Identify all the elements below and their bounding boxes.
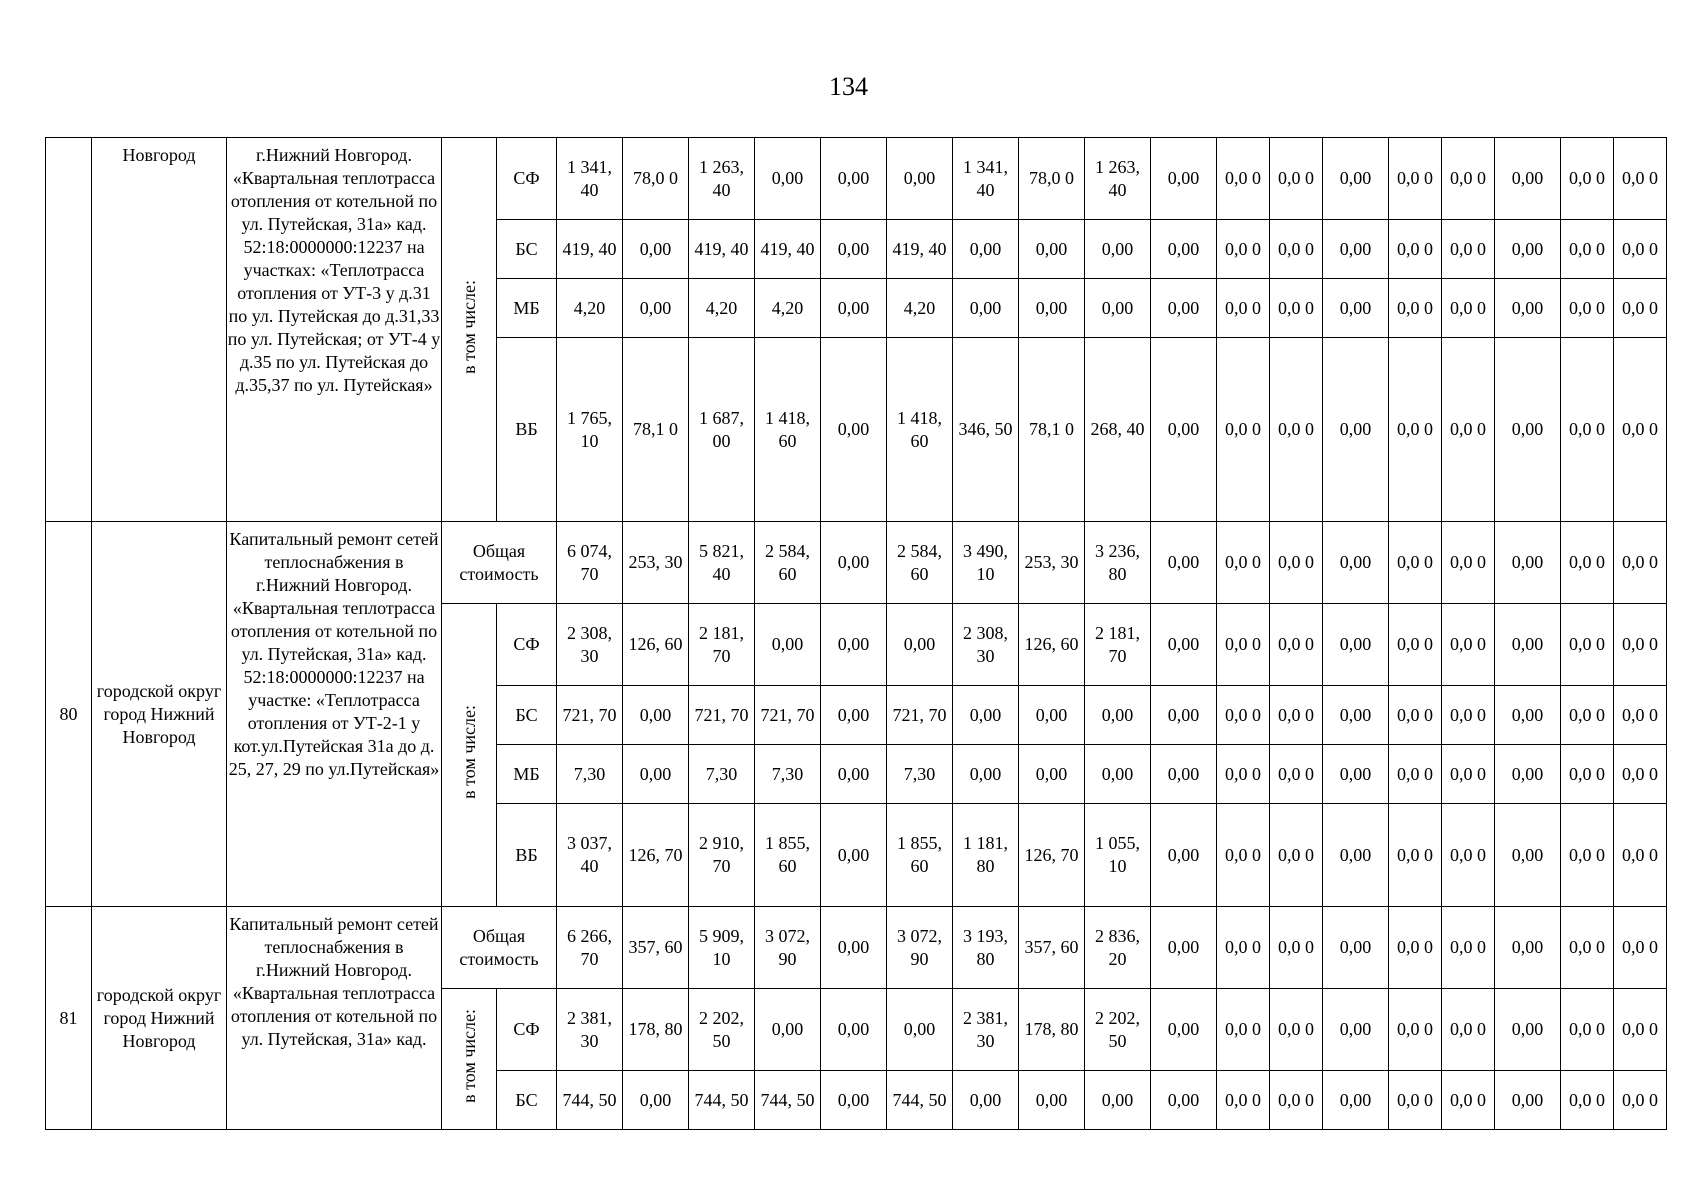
value-cell: 721, 70 bbox=[887, 686, 953, 745]
value-cell: 0,00 bbox=[623, 745, 689, 804]
value-cell: 5 821, 40 bbox=[689, 522, 755, 604]
value-cell: 1 341, 40 bbox=[953, 138, 1019, 220]
value-cell: 0,0 0 bbox=[1442, 138, 1495, 220]
value-cell: 7,30 bbox=[755, 745, 821, 804]
funding-source-label: БС bbox=[497, 220, 557, 279]
value-cell: 0,0 0 bbox=[1442, 220, 1495, 279]
value-cell: 0,00 bbox=[1495, 907, 1561, 989]
value-cell: 78,0 0 bbox=[623, 138, 689, 220]
value-cell: 0,0 0 bbox=[1389, 604, 1442, 686]
value-cell: 2 584, 60 bbox=[887, 522, 953, 604]
value-cell: 2 381, 30 bbox=[557, 989, 623, 1071]
value-cell: 0,0 0 bbox=[1270, 604, 1323, 686]
value-cell: 2 381, 30 bbox=[953, 989, 1019, 1071]
value-cell: 7,30 bbox=[887, 745, 953, 804]
value-cell: 0,00 bbox=[821, 338, 887, 522]
value-cell: 178, 80 bbox=[623, 989, 689, 1071]
value-cell: 178, 80 bbox=[1019, 989, 1085, 1071]
value-cell: 0,0 0 bbox=[1442, 1071, 1495, 1130]
value-cell: 0,0 0 bbox=[1442, 522, 1495, 604]
value-cell: 0,0 0 bbox=[1389, 138, 1442, 220]
value-cell: 126, 60 bbox=[623, 604, 689, 686]
value-cell: 0,0 0 bbox=[1270, 279, 1323, 338]
value-cell: 0,00 bbox=[1323, 604, 1389, 686]
budget-table bbox=[45, 137, 1667, 1130]
value-cell: 0,00 bbox=[623, 686, 689, 745]
value-cell: 0,0 0 bbox=[1614, 138, 1667, 220]
value-cell: 2 836, 20 bbox=[1085, 907, 1151, 989]
municipality-cell: городской округ город Нижний Новгород bbox=[92, 907, 227, 1130]
value-cell: 0,0 0 bbox=[1442, 745, 1495, 804]
value-cell: 0,0 0 bbox=[1442, 686, 1495, 745]
object-description: Капитальный ремонт сетей теплоснабжения в г.Нижний Новгород. «Квартальная теплотрасса отопления от котельной по ул. Путейская, 31а» кад. 52:18:0000000:12237 на участке: «Теплотрасса отопления от УТ-2-1 у кот.ул.Путейская 31а до д. 25, 27, 29 по ул.Путейская» bbox=[227, 522, 442, 907]
value-cell: 2 181, 70 bbox=[1085, 604, 1151, 686]
value-cell: 0,0 0 bbox=[1442, 604, 1495, 686]
value-cell: 2 308, 30 bbox=[953, 604, 1019, 686]
in-total-label: в том числе: bbox=[458, 705, 479, 799]
value-cell: 0,00 bbox=[1495, 804, 1561, 907]
value-cell: 0,0 0 bbox=[1561, 745, 1614, 804]
value-cell: 0,00 bbox=[953, 745, 1019, 804]
value-cell: 0,00 bbox=[1019, 1071, 1085, 1130]
value-cell: 1 055, 10 bbox=[1085, 804, 1151, 907]
funding-source-label: БС bbox=[497, 686, 557, 745]
value-cell: 7,30 bbox=[689, 745, 755, 804]
value-cell: 0,0 0 bbox=[1270, 220, 1323, 279]
value-cell: 0,00 bbox=[821, 220, 887, 279]
value-cell: 0,00 bbox=[1085, 220, 1151, 279]
subrow bbox=[46, 138, 1667, 220]
value-cell: 0,0 0 bbox=[1389, 804, 1442, 907]
value-cell: 4,20 bbox=[689, 279, 755, 338]
value-cell: 0,0 0 bbox=[1389, 686, 1442, 745]
value-cell: 0,00 bbox=[1151, 1071, 1217, 1130]
value-cell: 0,00 bbox=[1151, 804, 1217, 907]
value-cell: 0,0 0 bbox=[1389, 907, 1442, 989]
value-cell: 0,00 bbox=[1151, 220, 1217, 279]
value-cell: 0,0 0 bbox=[1217, 745, 1270, 804]
value-cell: 2 308, 30 bbox=[557, 604, 623, 686]
value-cell: 0,0 0 bbox=[1270, 338, 1323, 522]
funding-source-label: БС bbox=[497, 1071, 557, 1130]
value-cell: 0,0 0 bbox=[1614, 220, 1667, 279]
value-cell: 3 072, 90 bbox=[887, 907, 953, 989]
total-cost-label: Общая стоимость bbox=[442, 522, 557, 604]
value-cell: 0,00 bbox=[1495, 989, 1561, 1071]
value-cell: 78,0 0 bbox=[1019, 138, 1085, 220]
value-cell: 0,00 bbox=[1323, 220, 1389, 279]
value-cell: 3 490, 10 bbox=[953, 522, 1019, 604]
value-cell: 0,00 bbox=[1323, 338, 1389, 522]
value-cell: 0,0 0 bbox=[1270, 804, 1323, 907]
value-cell: 0,0 0 bbox=[1217, 604, 1270, 686]
value-cell: 0,00 bbox=[1151, 745, 1217, 804]
object-description: г.Нижний Новгород. «Квартальная теплотрасса отопления от котельной по ул. Путейская, 31а» кад. 52:18:0000000:12237 на участках: «Теплотрасса отопления от УТ-3 у д.31 по ул. Путейская до д.31,33 по ул. Путейская; от УТ-4 у д.35 по ул. Путейская до д.35,37 по ул. Путейская» bbox=[227, 138, 442, 522]
value-cell: 0,00 bbox=[1323, 686, 1389, 745]
value-cell: 0,0 0 bbox=[1561, 907, 1614, 989]
value-cell: 0,00 bbox=[1323, 804, 1389, 907]
value-cell: 0,00 bbox=[1323, 745, 1389, 804]
value-cell: 0,0 0 bbox=[1442, 989, 1495, 1071]
value-cell: 0,00 bbox=[1495, 1071, 1561, 1130]
value-cell: 744, 50 bbox=[689, 1071, 755, 1130]
value-cell: 126, 60 bbox=[1019, 604, 1085, 686]
value-cell: 0,0 0 bbox=[1561, 338, 1614, 522]
value-cell: 0,00 bbox=[1085, 745, 1151, 804]
value-cell: 0,0 0 bbox=[1614, 745, 1667, 804]
value-cell: 3 072, 90 bbox=[755, 907, 821, 989]
value-cell: 268, 40 bbox=[1085, 338, 1151, 522]
value-cell: 0,00 bbox=[821, 989, 887, 1071]
value-cell: 721, 70 bbox=[557, 686, 623, 745]
value-cell: 4,20 bbox=[755, 279, 821, 338]
value-cell: 0,0 0 bbox=[1614, 522, 1667, 604]
funding-source-label: СФ bbox=[497, 138, 557, 220]
value-cell: 0,00 bbox=[1151, 907, 1217, 989]
value-cell: 0,00 bbox=[1019, 745, 1085, 804]
value-cell: 0,00 bbox=[1085, 1071, 1151, 1130]
value-cell: 0,00 bbox=[821, 686, 887, 745]
value-cell: 4,20 bbox=[557, 279, 623, 338]
value-cell: 0,0 0 bbox=[1561, 138, 1614, 220]
value-cell: 0,00 bbox=[1323, 279, 1389, 338]
value-cell: 0,0 0 bbox=[1561, 1071, 1614, 1130]
value-cell: 0,00 bbox=[1495, 220, 1561, 279]
value-cell: 78,1 0 bbox=[1019, 338, 1085, 522]
total-cost-label: Общая стоимость bbox=[442, 907, 557, 989]
in-total-label-cell bbox=[442, 604, 497, 907]
row-number: 80 bbox=[46, 522, 92, 907]
value-cell: 0,0 0 bbox=[1561, 522, 1614, 604]
value-cell: 0,00 bbox=[1495, 745, 1561, 804]
value-cell: 0,0 0 bbox=[1217, 338, 1270, 522]
value-cell: 0,0 0 bbox=[1614, 279, 1667, 338]
funding-source-label: ВБ bbox=[497, 338, 557, 522]
value-cell: 2 910, 70 bbox=[689, 804, 755, 907]
value-cell: 3 236, 80 bbox=[1085, 522, 1151, 604]
value-cell: 0,00 bbox=[821, 604, 887, 686]
in-total-label-cell bbox=[442, 138, 497, 522]
total-row bbox=[46, 907, 1667, 989]
funding-source-label: ВБ bbox=[497, 804, 557, 907]
value-cell: 0,0 0 bbox=[1270, 989, 1323, 1071]
object-description: Капитальный ремонт сетей теплоснабжения в г.Нижний Новгород. «Квартальная теплотрасса отопления от котельной по ул. Путейская, 31а» кад. bbox=[227, 907, 442, 1130]
value-cell: 1 418, 60 bbox=[755, 338, 821, 522]
total-row bbox=[46, 522, 1667, 604]
value-cell: 3 193, 80 bbox=[953, 907, 1019, 989]
value-cell: 0,0 0 bbox=[1614, 338, 1667, 522]
value-cell: 0,0 0 bbox=[1270, 1071, 1323, 1130]
value-cell: 0,0 0 bbox=[1389, 220, 1442, 279]
value-cell: 0,00 bbox=[1151, 604, 1217, 686]
value-cell: 0,0 0 bbox=[1270, 522, 1323, 604]
value-cell: 1 765, 10 bbox=[557, 338, 623, 522]
value-cell: 0,0 0 bbox=[1614, 1071, 1667, 1130]
value-cell: 0,00 bbox=[1495, 604, 1561, 686]
municipality-cell: Новгород bbox=[92, 138, 227, 522]
value-cell: 1 181, 80 bbox=[953, 804, 1019, 907]
value-cell: 0,0 0 bbox=[1217, 279, 1270, 338]
value-cell: 0,0 0 bbox=[1217, 138, 1270, 220]
value-cell: 0,00 bbox=[821, 745, 887, 804]
value-cell: 6 266, 70 bbox=[557, 907, 623, 989]
value-cell: 1 418, 60 bbox=[887, 338, 953, 522]
value-cell: 1 263, 40 bbox=[689, 138, 755, 220]
value-cell: 0,00 bbox=[623, 220, 689, 279]
value-cell: 0,00 bbox=[1323, 522, 1389, 604]
value-cell: 419, 40 bbox=[557, 220, 623, 279]
value-cell: 0,0 0 bbox=[1614, 804, 1667, 907]
value-cell: 0,0 0 bbox=[1389, 1071, 1442, 1130]
value-cell: 0,00 bbox=[953, 686, 1019, 745]
in-total-label-cell bbox=[442, 989, 497, 1130]
value-cell: 0,00 bbox=[1495, 279, 1561, 338]
value-cell: 0,00 bbox=[953, 1071, 1019, 1130]
value-cell: 0,0 0 bbox=[1561, 989, 1614, 1071]
value-cell: 0,00 bbox=[821, 522, 887, 604]
value-cell: 0,00 bbox=[1019, 220, 1085, 279]
value-cell: 744, 50 bbox=[887, 1071, 953, 1130]
value-cell: 0,0 0 bbox=[1389, 522, 1442, 604]
value-cell: 0,00 bbox=[1151, 138, 1217, 220]
value-cell: 0,00 bbox=[1495, 686, 1561, 745]
value-cell: 253, 30 bbox=[1019, 522, 1085, 604]
value-cell: 0,00 bbox=[1323, 138, 1389, 220]
value-cell: 3 037, 40 bbox=[557, 804, 623, 907]
value-cell: 0,0 0 bbox=[1217, 686, 1270, 745]
value-cell: 0,0 0 bbox=[1561, 604, 1614, 686]
in-total-label: в том числе: bbox=[458, 279, 479, 374]
value-cell: 0,00 bbox=[1323, 989, 1389, 1071]
municipality-cell: городской округ город Нижний Новгород bbox=[92, 522, 227, 907]
value-cell: 0,00 bbox=[1019, 279, 1085, 338]
value-cell: 0,0 0 bbox=[1217, 989, 1270, 1071]
value-cell: 0,00 bbox=[887, 138, 953, 220]
value-cell: 6 074, 70 bbox=[557, 522, 623, 604]
value-cell: 0,0 0 bbox=[1442, 279, 1495, 338]
value-cell: 126, 70 bbox=[623, 804, 689, 907]
row-number: 81 bbox=[46, 907, 92, 1130]
value-cell: 0,00 bbox=[1151, 686, 1217, 745]
value-cell: 2 181, 70 bbox=[689, 604, 755, 686]
value-cell: 0,00 bbox=[1151, 989, 1217, 1071]
value-cell: 0,00 bbox=[623, 279, 689, 338]
value-cell: 0,00 bbox=[1085, 279, 1151, 338]
value-cell: 0,00 bbox=[755, 989, 821, 1071]
value-cell: 0,0 0 bbox=[1217, 907, 1270, 989]
funding-source-label: МБ bbox=[497, 279, 557, 338]
value-cell: 721, 70 bbox=[689, 686, 755, 745]
value-cell: 2 202, 50 bbox=[689, 989, 755, 1071]
in-total-label: в том числе: bbox=[458, 1009, 479, 1103]
value-cell: 0,00 bbox=[953, 279, 1019, 338]
value-cell: 0,00 bbox=[1151, 338, 1217, 522]
value-cell: 346, 50 bbox=[953, 338, 1019, 522]
value-cell: 721, 70 bbox=[755, 686, 821, 745]
value-cell: 1 687, 00 bbox=[689, 338, 755, 522]
funding-source-label: СФ bbox=[497, 989, 557, 1071]
value-cell: 1 855, 60 bbox=[887, 804, 953, 907]
value-cell: 0,00 bbox=[755, 604, 821, 686]
funding-source-label: МБ bbox=[497, 745, 557, 804]
value-cell: 0,00 bbox=[821, 279, 887, 338]
value-cell: 0,0 0 bbox=[1270, 686, 1323, 745]
page-number: 134 bbox=[829, 72, 868, 101]
value-cell: 0,00 bbox=[887, 989, 953, 1071]
value-cell: 744, 50 bbox=[557, 1071, 623, 1130]
value-cell: 0,00 bbox=[1495, 522, 1561, 604]
value-cell: 0,0 0 bbox=[1217, 522, 1270, 604]
value-cell: 0,0 0 bbox=[1389, 989, 1442, 1071]
value-cell: 0,0 0 bbox=[1561, 804, 1614, 907]
value-cell: 5 909, 10 bbox=[689, 907, 755, 989]
value-cell: 744, 50 bbox=[755, 1071, 821, 1130]
value-cell: 0,00 bbox=[887, 604, 953, 686]
table-body bbox=[46, 138, 1667, 1130]
value-cell: 0,00 bbox=[1495, 338, 1561, 522]
value-cell: 0,0 0 bbox=[1614, 604, 1667, 686]
value-cell: 78,1 0 bbox=[623, 338, 689, 522]
value-cell: 0,0 0 bbox=[1217, 1071, 1270, 1130]
value-cell: 0,0 0 bbox=[1442, 907, 1495, 989]
value-cell: 0,00 bbox=[1323, 907, 1389, 989]
value-cell: 0,00 bbox=[953, 220, 1019, 279]
value-cell: 0,0 0 bbox=[1270, 138, 1323, 220]
value-cell: 4,20 bbox=[887, 279, 953, 338]
value-cell: 0,00 bbox=[1151, 279, 1217, 338]
value-cell: 357, 60 bbox=[1019, 907, 1085, 989]
value-cell: 0,0 0 bbox=[1389, 745, 1442, 804]
value-cell: 0,00 bbox=[821, 804, 887, 907]
value-cell: 2 584, 60 bbox=[755, 522, 821, 604]
value-cell: 0,00 bbox=[1151, 522, 1217, 604]
value-cell: 419, 40 bbox=[689, 220, 755, 279]
value-cell: 7,30 bbox=[557, 745, 623, 804]
value-cell: 0,0 0 bbox=[1389, 279, 1442, 338]
row-number bbox=[46, 138, 92, 522]
value-cell: 357, 60 bbox=[623, 907, 689, 989]
value-cell: 0,00 bbox=[623, 1071, 689, 1130]
value-cell: 0,00 bbox=[821, 138, 887, 220]
value-cell: 126, 70 bbox=[1019, 804, 1085, 907]
value-cell: 0,00 bbox=[1495, 138, 1561, 220]
value-cell: 1 341, 40 bbox=[557, 138, 623, 220]
value-cell: 0,0 0 bbox=[1217, 220, 1270, 279]
value-cell: 253, 30 bbox=[623, 522, 689, 604]
value-cell: 0,0 0 bbox=[1561, 220, 1614, 279]
value-cell: 0,0 0 bbox=[1614, 686, 1667, 745]
value-cell: 0,0 0 bbox=[1614, 907, 1667, 989]
funding-source-label: СФ bbox=[497, 604, 557, 686]
value-cell: 419, 40 bbox=[755, 220, 821, 279]
value-cell: 0,0 0 bbox=[1614, 989, 1667, 1071]
value-cell: 0,0 0 bbox=[1389, 338, 1442, 522]
value-cell: 0,00 bbox=[821, 907, 887, 989]
value-cell: 0,00 bbox=[1323, 1071, 1389, 1130]
value-cell: 0,0 0 bbox=[1270, 907, 1323, 989]
value-cell: 1 855, 60 bbox=[755, 804, 821, 907]
value-cell: 0,0 0 bbox=[1442, 338, 1495, 522]
value-cell: 2 202, 50 bbox=[1085, 989, 1151, 1071]
value-cell: 0,0 0 bbox=[1270, 745, 1323, 804]
value-cell: 0,00 bbox=[755, 138, 821, 220]
value-cell: 0,0 0 bbox=[1561, 279, 1614, 338]
value-cell: 0,00 bbox=[1019, 686, 1085, 745]
value-cell: 0,0 0 bbox=[1217, 804, 1270, 907]
value-cell: 0,0 0 bbox=[1442, 804, 1495, 907]
value-cell: 0,00 bbox=[1085, 686, 1151, 745]
value-cell: 419, 40 bbox=[887, 220, 953, 279]
value-cell: 0,00 bbox=[821, 1071, 887, 1130]
value-cell: 0,0 0 bbox=[1561, 686, 1614, 745]
value-cell: 1 263, 40 bbox=[1085, 138, 1151, 220]
